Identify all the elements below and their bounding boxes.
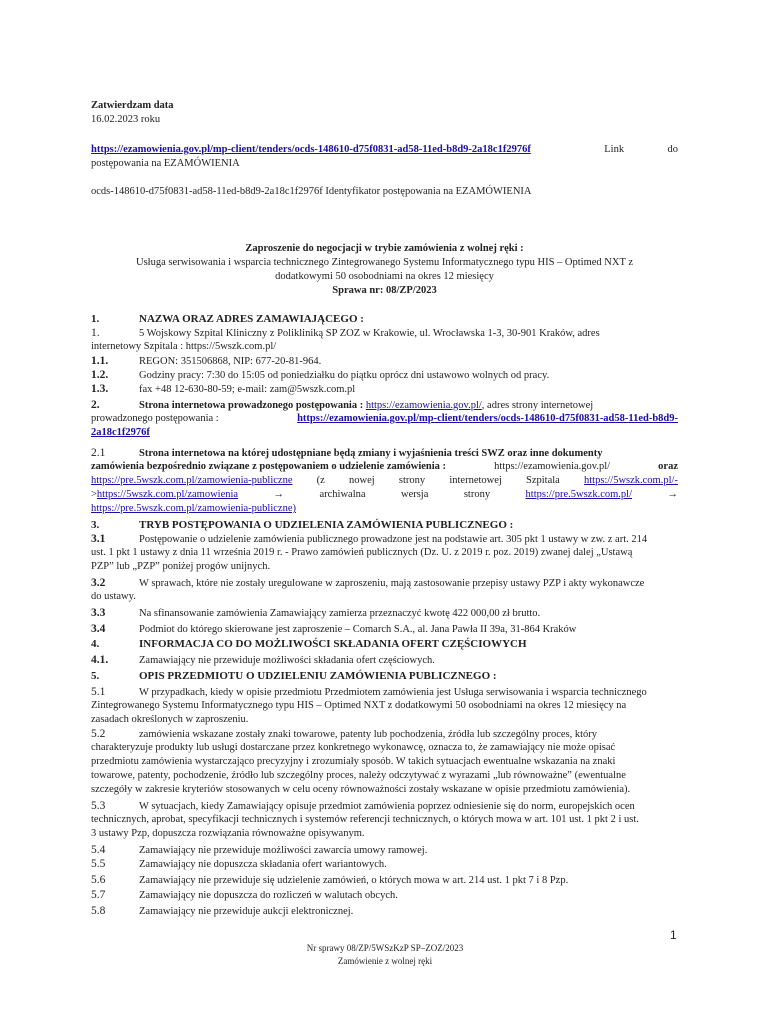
link-line: [91, 143, 678, 157]
pre-zamowienia-link-2[interactable]: https://pre.5wszk.com.pl/zamowienia-publiczne): [91, 503, 296, 514]
row-1-1: 1.1. REGON: 351506868, NIP: 677-20-81-964.: [91, 355, 322, 367]
link-word: Link: [604, 144, 625, 155]
row-3-1-a: 3.1 Postępowanie o udzielenie zamówienia publicznego prowadzone jest na podstawie art. 305 pkt 1 ustawy w zw. z art. 214: [91, 533, 648, 545]
tender-link[interactable]: https://ezamowienia.gov.pl/mp-client/tenders/ocds-148610-d75f0831-ad58-11ed-b8d9-2a18c1f2976f: [91, 144, 531, 155]
section-4-heading: 4. INFORMACJA CO DO MOŻLIWOŚCI SKŁADANIA OFERT CZĘŚCIOWYCH: [91, 638, 527, 650]
tender-link-2-cont[interactable]: 2a18c1f2976f: [91, 427, 150, 438]
approve-title: Zatwierdzam data: [91, 100, 174, 111]
row-5-2-e: szczegóły w zakresie kryteriów stosowanych w celu oceny równoważności zostały wskazane w opisie przedmiotu zamówienia).: [91, 784, 631, 795]
footer-case: Nr sprawy 08/ZP/5WSzKzP SP–ZOZ/2023: [306, 943, 464, 953]
row-5-2-d: towarowe, patenty, pochodzenie, źródło lub szczególny proces, należy odczytywać z wyrazami „lub równoważne” (ewentualne: [91, 770, 626, 781]
section-2-1-line-4: >https://5wszk.com.pl/zamowienia → archiwalna wersja strony https://pre.5wszk.com.pl/ →: [91, 489, 678, 500]
page-number: 1: [670, 928, 677, 942]
pre-wszk-link[interactable]: https://pre.5wszk.com.pl/: [525, 489, 632, 500]
row-5-5: 5.5 Zamawiający nie dopuszcza składania ofert wariantowych.: [91, 858, 387, 870]
row-5-8: 5.8 Zamawiający nie przewiduje aukcji elektronicznej.: [91, 905, 354, 917]
section-2-line-2: prowadzonego postępowania : https://ezamowienia.gov.pl/mp-client/tenders/ocds-148610-d75f0831-ad58-11ed-b8d9-: [91, 413, 678, 424]
row-3-1-c: PZP” lub „PZP” poniżej progów unijnych.: [91, 561, 271, 572]
section-2-line-3: [91, 426, 678, 440]
approve-date: 16.02.2023 roku: [91, 114, 161, 125]
row-5-2-a: 5.2 zamówienia wskazane zostały znaki towarowe, patenty lub pochodzenia, źródła lub szczególny proces, który: [91, 728, 598, 740]
row-5-7: 5.7 Zamawiający nie dopuszcza do rozliczeń w walutach obcych.: [91, 889, 398, 901]
row-5-1-a: 5.1 W przypadkach, kiedy w opisie przedmiotu Przedmiotem zamówienia jest Usługa serwisowania i wsparcia technicznego: [91, 686, 647, 698]
row-3-2-a: 3.2 W sprawach, które nie zostały uregulowane w zaproszeniu, mają zastosowanie przepisy ustawy PZP i akty wykonawcze: [91, 577, 645, 589]
wszk-zamowienia-link[interactable]: https://5wszk.com.pl/zamowienia: [96, 489, 239, 500]
section-2-line-1: 2. Strona internetowa prowadzonego postępowania : https://ezamowienia.gov.pl/, adres strony internetowej: [91, 399, 594, 411]
invitation-heading: Zaproszenie do negocjacji w trybie zamówienia z wolnej ręki :: [245, 243, 524, 254]
row-5-4: 5.4 Zamawiający nie przewiduje możliwości zawarcia umowy ramowej.: [91, 844, 428, 856]
row-1-2: 1.2. Godziny pracy: 7:30 do 15:05 od poniedziałku do piątku oprócz dni ustawowo wolnych od pracy.: [91, 369, 550, 381]
row-4-1: 4.1. Zamawiający nie przewiduje możliwości składania ofert częściowych.: [91, 654, 435, 666]
row-1-3: 1.3. fax +48 12-630-80-59; e-mail: zam@5wszk.com.pl: [91, 383, 356, 395]
section-2-1-line-1: 2.1 Strona internetowa na której udostępniane będą zmiany i wyjaśnienia treści SWZ oraz inne dokumenty: [91, 447, 603, 459]
tender-link-2[interactable]: https://ezamowienia.gov.pl/mp-client/tenders/ocds-148610-d75f0831-ad58-11ed-b8d9-: [297, 413, 678, 424]
row-5-3-b: technicznych, aprobat, specyfikacji technicznych i systemów referencji technicznych, o których mowa w art. 101 ust. 1 pkt 2 i ust.: [91, 814, 639, 825]
row-3-2-b: do ustawy.: [91, 591, 136, 602]
row-3-1-b: ust. 1 pkt 1 ustawy z dnia 11 września 2019 r. - Prawo zamówień publicznych (Dz. U. z 2019 r. poz. 2019) zwanej dalej „Ustawą: [91, 547, 633, 558]
ezamowienia-link[interactable]: https://ezamowienia.gov.pl/: [365, 400, 482, 411]
row-3-4: 3.4 Podmiot do którego skierowane jest zaproszenie – Comarch S.A., al. Jana Pawła II 39a, 31-864 Kraków: [91, 623, 577, 635]
subject-line-2: dodatkowymi 50 osobodniami na okres 12 miesięcy: [275, 271, 494, 282]
wszk-link[interactable]: https://5wszk.com.pl/-: [584, 475, 678, 486]
link-do: do: [667, 144, 678, 155]
arrow-icon: →: [273, 489, 285, 500]
row-5-3-a: 5.3 W sytuacjach, kiedy Zamawiający opisuje przedmiot zamówienia poprzez odniesienie się do norm, europejskich ocen: [91, 800, 635, 812]
section-2-1-line-3: https://pre.5wszk.com.pl/zamowienia-publiczne (z nowej strony internetowej Szpitala https://5wszk.com.pl/-: [91, 475, 678, 486]
row-5-2-b: charakteryzuje produkty lub usługi dostarczane przez konkretnego wykonawcę, oznacza to, że zamawiający nie może opisać: [91, 742, 616, 753]
section-2-1-line-5: [91, 502, 678, 516]
link-desc: postępowania na EZAMÓWIENIA: [91, 158, 240, 169]
section-3-heading: 3. TRYB POSTĘPOWANIA O UDZIELENIA ZAMÓWIENIA PUBLICZNEGO :: [91, 519, 514, 531]
ocds-identifier: ocds-148610-d75f0831-ad58-11ed-b8d9-2a18c1f2976f Identyfikator postępowania na EZAMÓWIENIA: [91, 186, 532, 197]
row-5-2-c: przedmiotu zamówienia wystarczająco precyzyjny i zrozumiały sposób. W takich sytuacjach ewentualne wskazania na znaki: [91, 756, 616, 767]
row-3-3: 3.3 Na sfinansowanie zamówienia Zamawiający zamierza przeznaczyć kwotę 422 000,00 zł brutto.: [91, 607, 541, 619]
case-number: Sprawa nr: 08/ZP/2023: [332, 285, 437, 296]
section-2-1-line-2: zamówienia bezpośrednio związane z postępowaniem o udzielenie zamówienia : https://ezamowienia.gov.pl/ oraz: [91, 461, 678, 472]
section-1-address: 1. 5 Wojskowy Szpital Kliniczny z Polikliniką SP ZOZ w Krakowie, ul. Wrocławska 1-3, 30-901 Kraków, adres: [91, 327, 600, 339]
section-1-website: internetowy Szpitala : https://5wszk.com.pl/: [91, 341, 277, 352]
row-5-3-c: 3 ustawy Pzp, dopuszcza rozwiązania równoważne opisywanym.: [91, 828, 365, 839]
section-5-heading: 5. OPIS PRZEDMIOTU O UDZIELENIU ZAMÓWIENIA PUBLICZNEGO :: [91, 670, 497, 682]
row-5-6: 5.6 Zamawiający nie przewiduje się udzielenie zamówień, o których mowa w art. 214 ust. 1 pkt 7 i 8 Pzp.: [91, 874, 569, 886]
footer-type: Zamówienie z wolnej ręki: [337, 956, 433, 966]
arrow-icon: →: [667, 489, 678, 500]
section-1-heading: 1. NAZWA ORAZ ADRES ZAMAWIAJĄCEGO :: [91, 313, 364, 325]
subject-line-1: Usługa serwisowania i wsparcia technicznego Zintegrowanego Systemu Informatycznego typu HIS – Optimed NXT z: [136, 257, 633, 268]
row-5-1-b: Zintegrowanego Systemu Informatycznego typu HIS – Optimed NXT z dodatkowymi 50 osobodniami na okres 12 miesięcy na: [91, 700, 627, 711]
pre-zamowienia-link[interactable]: https://pre.5wszk.com.pl/zamowienia-publiczne: [91, 475, 293, 486]
row-5-1-c: zasadach określonych w zaproszeniu.: [91, 714, 249, 725]
